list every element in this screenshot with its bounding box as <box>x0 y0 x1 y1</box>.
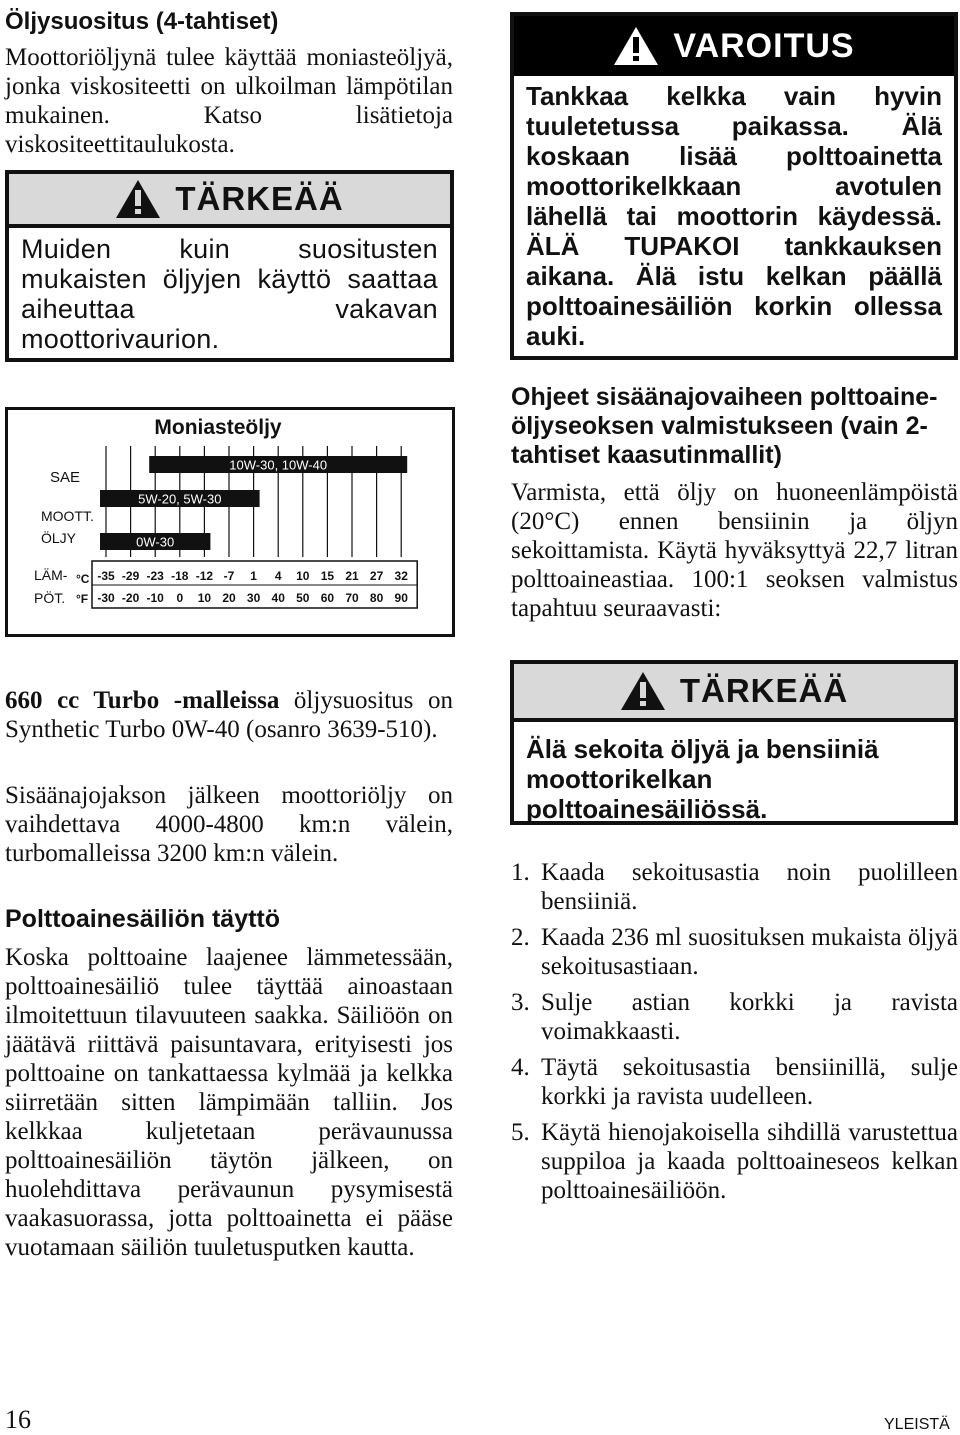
chart-tick-fahrenheit: -20 <box>121 591 140 605</box>
chart-tick-fahrenheit: 40 <box>271 591 285 605</box>
chart-tick-fahrenheit: 60 <box>320 591 335 605</box>
chart-label-temp-1: LÄM- <box>34 567 68 583</box>
fuel-tank-text: Koska polttoaine laajenee lämmetessään, polttoainesäiliö tulee täyttää ainoastaan ilmoitettuun tilavuuteen saakka. Säiliöön on jäätävä riittävä paisuntavara, erityisesti jos polttoaine on tankattaessa kylmää ja kelkka siirretään sitten lämpimään talliin. Jos kelkkaa kuljetetaan perävaunussa polttoainesäiliön täytön jälkeen, on huolehdittava perävaunun pysymisestä vaakasuorassa, jotta polttoainetta ei pääse vuotamaan säiliön tuuletusputken kautta. <box>5 944 453 1261</box>
chart-tick-fahrenheit: 70 <box>345 591 359 605</box>
important-box-mixing <box>510 660 958 825</box>
important-box-header <box>9 174 450 228</box>
chart-label-oil-2: ÖLJY <box>41 530 77 546</box>
chart-tick-fahrenheit: -30 <box>97 591 115 605</box>
fuel-mix-text: Varmista, että öljy on huoneenlämpöistä (20°C) ennen bensiinin ja öljyn sekoittamista. Käytä hyväksyttyä 22,7 litran polttoaineastiaa. 100:1 seoksen valmistus tapahtuu seuraavasti: <box>511 479 958 622</box>
chart-bar-label: 10W-30, 10W-40 <box>229 457 328 473</box>
warning-box-text: Tankkaa kelkka vain hyvin tuuletetussa paikassa. Älä koskaan lisää polttoainetta moottorikelkkaan avotulen lähellä tai moottorin käydessä. ÄLÄ TUPAKOI tankkauksen aikana. Älä istu kelkan päällä polttoainesäiliön korkin ollessa auki. <box>526 81 942 351</box>
oil-recommendation-heading: Öljysuositus (4-tahtiset) <box>5 8 279 35</box>
chart-label-temp-2: PÖT. <box>34 590 66 606</box>
step-number: 1. <box>511 859 530 886</box>
page-number: 16 <box>5 1405 31 1434</box>
warning-triangle-icon <box>613 26 659 66</box>
warning-triangle-icon <box>620 671 666 711</box>
warning-triangle-icon <box>115 179 161 219</box>
chart-tick-fahrenheit: 80 <box>369 591 384 605</box>
chart-tick-celsius: -23 <box>146 569 164 583</box>
warning-box-header <box>514 16 954 76</box>
chart-label-sae: SAE <box>50 469 81 486</box>
chart-tick-celsius: -35 <box>97 569 115 583</box>
warning-box <box>510 12 958 360</box>
chart-tick-fahrenheit: 30 <box>246 591 261 605</box>
chart-tick-fahrenheit: 20 <box>222 591 236 605</box>
step-text: Sulje astian korkki ja ravista voimakkaasti. <box>541 989 958 1045</box>
chart-title: Moniasteöljy <box>154 416 282 439</box>
turbo-oil-rest: öljysuositus on Synthetic Turbo 0W-40 (osanro 3639-510). <box>5 687 453 743</box>
list-item <box>511 1053 958 1111</box>
chart-tick-fahrenheit: 50 <box>296 591 310 605</box>
section-name: YLEISTÄ <box>884 1416 950 1433</box>
important-box-text: Älä sekoita öljyä ja bensiiniä moottorikelkan polttoainesäiliössä. <box>526 734 879 824</box>
chart-tick-celsius: -18 <box>171 569 189 583</box>
turbo-oil-note <box>5 686 453 744</box>
list-item <box>511 923 958 981</box>
list-item <box>511 1118 958 1205</box>
chart-tick-celsius: 21 <box>345 569 359 583</box>
viscosity-chart-svg <box>8 410 452 634</box>
viscosity-chart <box>5 407 455 637</box>
step-number: 4. <box>511 1054 530 1081</box>
chart-tick-celsius: -7 <box>223 569 235 583</box>
fuel-mix-heading: Ohjeet sisäänajovaiheen polttoaine-öljyseoksen valmistukseen (vain 2-tahtiset kaasutinmallit) <box>511 383 938 469</box>
step-text: Käytä hienojakoisella sihdillä varustettua suppiloa ja kaada polttoaineseos kelkan polttoainesäiliöön. <box>541 1119 958 1204</box>
important-box-text: Muiden kuin suositusten mukaisten öljyjen käyttö saattaa aiheuttaa vakavan moottorivaurion. <box>21 234 438 354</box>
oil-change-interval: Sisäänajojakson jälkeen moottoriöljy on vaihdettava 4000-4800 km:n välein, turbomalleissa 3200 km:n välein. <box>5 782 453 867</box>
oil-recommendation-text: Moottoriöljynä tulee käyttää moniasteöljyä, jonka viskositeetti on ulkoilman lämpötilan mukainen. Katso lisätietoja viskositeettitaulukosta. <box>5 44 453 158</box>
chart-tick-fahrenheit: 0 <box>176 591 184 605</box>
important-box-title: TÄRKEÄÄ <box>679 672 849 709</box>
chart-tick-celsius: 15 <box>320 569 335 583</box>
chart-tick-fahrenheit: 90 <box>394 591 408 605</box>
chart-label-oil-1: MOOTT. <box>41 508 94 524</box>
chart-tick-celsius: 10 <box>296 569 310 583</box>
fuel-tank-heading: Polttoainesäiliön täyttö <box>5 905 281 933</box>
important-box-oil <box>5 170 454 362</box>
step-number: 2. <box>511 924 530 951</box>
important-box-header <box>514 664 954 722</box>
chart-tick-celsius: 27 <box>369 569 384 583</box>
chart-bar-label: 0W-30 <box>136 534 175 550</box>
step-number: 3. <box>511 989 530 1016</box>
step-text: Täytä sekoitusastia bensiinillä, sulje korkki ja ravista uudelleen. <box>541 1054 958 1110</box>
mixing-steps <box>511 858 958 1212</box>
unit-celsius: °C <box>76 572 90 586</box>
turbo-model-lead: 660 cc Turbo -malleissa <box>5 687 280 714</box>
chart-bar-label: 5W-20, 5W-30 <box>138 491 222 507</box>
step-number: 5. <box>511 1119 530 1146</box>
chart-tick-celsius: 4 <box>274 569 282 583</box>
chart-tick-celsius: -12 <box>195 569 214 583</box>
important-box-title: TÄRKEÄÄ <box>175 180 344 217</box>
list-item <box>511 858 958 916</box>
unit-fahrenheit: °F <box>76 592 89 606</box>
step-text: Kaada sekoitusastia noin puolilleen bensiiniä. <box>541 859 958 915</box>
chart-tick-celsius: -29 <box>121 569 140 583</box>
chart-tick-fahrenheit: -10 <box>146 591 164 605</box>
chart-tick-celsius: 32 <box>394 569 408 583</box>
list-item <box>511 988 958 1046</box>
warning-box-title: VAROITUS <box>673 26 855 65</box>
chart-tick-fahrenheit: 10 <box>197 591 212 605</box>
chart-tick-celsius: 1 <box>250 569 257 583</box>
step-text: Kaada 236 ml suosituksen mukaista öljyä sekoitusastiaan. <box>541 924 958 980</box>
